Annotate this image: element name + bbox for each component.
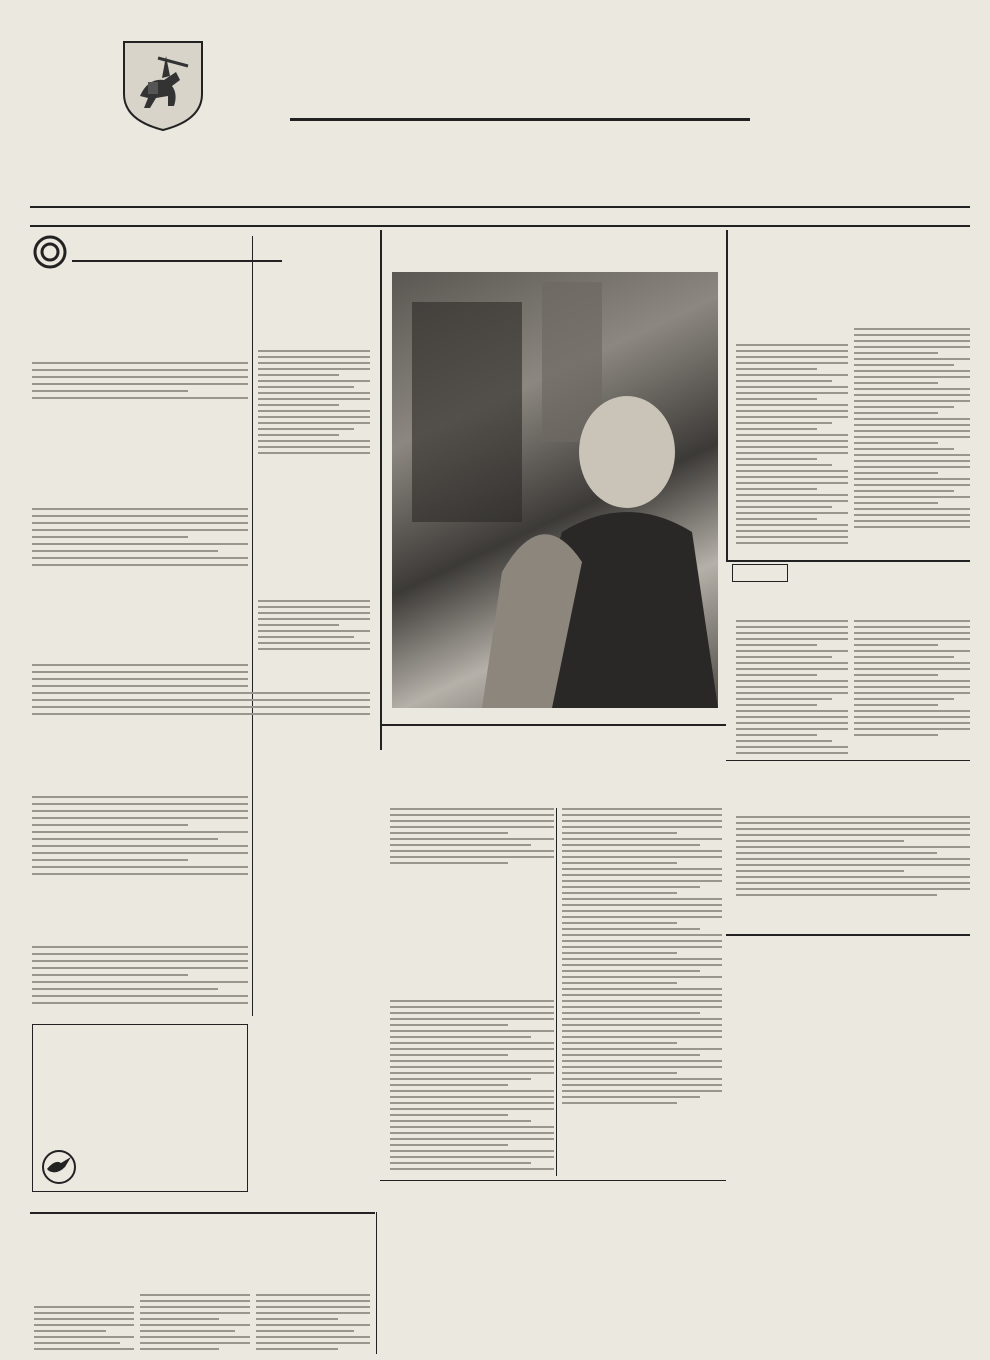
scandal-body-col2	[140, 1294, 250, 1354]
fax-article4-body	[32, 796, 248, 884]
afera-body-col2	[854, 620, 970, 744]
fax-logo-icon	[32, 234, 68, 270]
ruble-table	[384, 912, 558, 996]
pahonia-emblem	[118, 36, 208, 132]
fax-article2-lead	[32, 438, 248, 504]
services-body	[258, 350, 370, 460]
interview-body-col2	[854, 328, 970, 534]
fax-article3-body-wide	[32, 692, 370, 720]
fax-article5-lead	[32, 918, 248, 942]
afera-rubric-box	[732, 564, 788, 582]
fax-sources-note	[256, 1176, 374, 1194]
scandal-body-col3	[256, 1294, 370, 1354]
main-photo	[392, 272, 718, 708]
masthead	[0, 0, 990, 212]
decree1-body	[736, 816, 970, 898]
bread-body	[258, 600, 370, 656]
fax-article2-body	[32, 508, 248, 572]
ruble-body-col1a	[390, 808, 554, 870]
scandal-body-col1	[34, 1306, 134, 1354]
bread-lead	[258, 508, 370, 596]
interview-body-col1	[736, 344, 848, 548]
currency-table	[258, 832, 370, 1028]
photo-figure-icon	[392, 272, 718, 708]
currency-lead	[258, 776, 370, 820]
ruble-body-col2	[562, 808, 722, 1110]
lufthansa-ad	[32, 1024, 248, 1192]
fax-tagline	[72, 260, 282, 262]
fax-article1-lead	[32, 302, 248, 358]
ruble-body-col1b	[390, 1000, 554, 1176]
services-lead	[258, 298, 370, 344]
fax-article3-lead	[32, 604, 248, 660]
crane-logo-icon	[41, 1149, 77, 1185]
afera-body-col1	[736, 620, 848, 758]
fax-article1-body	[32, 362, 248, 404]
ruble-author-role	[562, 1124, 722, 1158]
fax-sources-note-wide	[32, 1198, 372, 1208]
fax-article3-body	[32, 664, 248, 688]
fax-article4-lead	[32, 756, 248, 790]
fax-article5-body	[32, 946, 248, 1012]
